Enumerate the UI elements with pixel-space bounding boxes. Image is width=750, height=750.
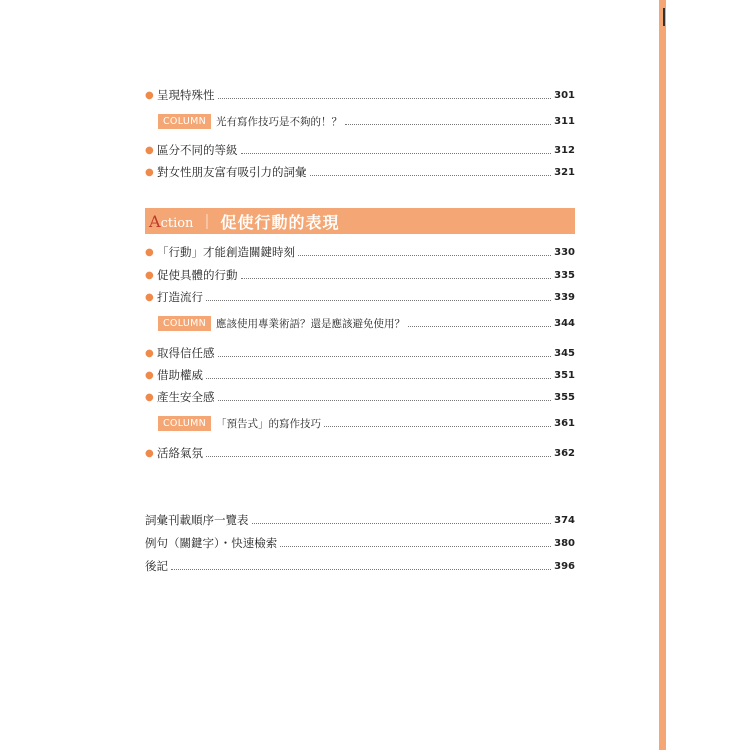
- column-badge: COLUMN: [158, 416, 211, 431]
- toc-page-number: 355: [554, 391, 575, 403]
- toc-appendix-entry: [145, 511, 575, 529]
- toc-column-entry: [158, 112, 575, 130]
- section-header: [145, 208, 575, 234]
- toc-appendix-entry: [145, 557, 575, 575]
- toc-entry: [145, 163, 575, 181]
- toc-entry: [145, 141, 575, 159]
- dot-leader: [241, 153, 552, 154]
- dot-leader: [171, 569, 551, 570]
- toc-entry-title: 對女性朋友富有吸引力的詞彙: [157, 165, 307, 179]
- dot-leader: [206, 456, 551, 457]
- toc-entry-title: 打造流行: [157, 290, 203, 304]
- toc-entry-title: 促使具體的行動: [157, 268, 238, 282]
- page-edge-mark: [663, 8, 665, 26]
- bullet-icon: ●: [145, 347, 154, 359]
- toc-entry: [145, 243, 575, 261]
- toc-page-number: 321: [554, 166, 575, 178]
- dot-leader: [324, 426, 551, 427]
- toc-entry-title: 詞彙刊載順序一覽表: [145, 513, 249, 527]
- toc-page-number: 301: [554, 89, 575, 101]
- dot-leader: [218, 98, 552, 99]
- bullet-icon: ●: [145, 369, 154, 381]
- dot-leader: [345, 124, 551, 125]
- toc-page-number: 361: [554, 417, 575, 429]
- dot-leader: [310, 175, 552, 176]
- toc-page-number: 374: [554, 514, 575, 526]
- section-initial: A: [149, 211, 161, 231]
- toc-entry-title: 產生安全感: [157, 390, 215, 404]
- toc-page-number: 311: [554, 115, 575, 127]
- toc-page-number: 396: [554, 560, 575, 572]
- column-badge: COLUMN: [158, 316, 211, 331]
- dot-leader: [241, 278, 552, 279]
- bullet-icon: ●: [145, 89, 154, 101]
- column-badge: COLUMN: [158, 114, 211, 129]
- toc-entry: [145, 388, 575, 406]
- bullet-icon: ●: [145, 447, 154, 459]
- toc-entry: [145, 266, 575, 284]
- dot-leader: [206, 378, 551, 379]
- toc-entry: [145, 444, 575, 462]
- bullet-icon: ●: [145, 166, 154, 178]
- toc-page-number: 380: [554, 537, 575, 549]
- toc-entry: [145, 344, 575, 362]
- dot-leader: [206, 300, 551, 301]
- bullet-icon: ●: [145, 391, 154, 403]
- toc-entry-title: 後記: [145, 559, 168, 573]
- toc-entry-title: 活絡氣氛: [157, 446, 203, 460]
- toc-entry-title: 呈現特殊性: [157, 88, 215, 102]
- toc-entry-title: 「預告式」的寫作技巧: [216, 417, 321, 430]
- toc-entry-title: 例句（關鍵字）・快速檢索: [145, 536, 278, 550]
- toc-entry-title: 區分不同的等級: [157, 143, 238, 157]
- toc-page-number: 344: [554, 317, 575, 329]
- toc-entry-title: 取得信任感: [157, 346, 215, 360]
- toc-entry: [145, 288, 575, 306]
- bullet-icon: ●: [145, 269, 154, 281]
- toc-page-number: 339: [554, 291, 575, 303]
- dot-leader: [218, 356, 552, 357]
- toc-page-number: 312: [554, 144, 575, 156]
- dot-leader: [280, 546, 551, 547]
- toc-page-number: 351: [554, 369, 575, 381]
- toc-entry-title: 光有寫作技巧是不夠的！？: [216, 115, 342, 128]
- dot-leader: [408, 326, 551, 327]
- toc-entry-title: 借助權威: [157, 368, 203, 382]
- dot-leader: [218, 400, 552, 401]
- toc-page-number: 335: [554, 269, 575, 281]
- toc-entry-title: 應該使用專業術語？還是應該避免使用？: [216, 317, 405, 330]
- toc-entry: [145, 86, 575, 104]
- dot-leader: [252, 523, 552, 524]
- toc-entry: [145, 366, 575, 384]
- dot-leader: [298, 255, 551, 256]
- bullet-icon: ●: [145, 291, 154, 303]
- bullet-icon: ●: [145, 246, 154, 258]
- section-separator: ｜: [199, 212, 215, 231]
- toc-page-number: 330: [554, 246, 575, 258]
- page-edge-bar: [659, 0, 666, 750]
- section-chinese-title: 促使行動的表現: [220, 212, 340, 232]
- toc-column-entry: [158, 314, 575, 332]
- section-english-title: [149, 212, 193, 231]
- bullet-icon: ●: [145, 144, 154, 156]
- toc-page-number: 362: [554, 447, 575, 459]
- toc-entry-title: 「行動」才能創造關鍵時刻: [157, 245, 295, 259]
- section-english-rest: ction: [160, 215, 194, 231]
- toc-column-entry: [158, 414, 575, 432]
- toc-appendix-entry: [145, 534, 575, 552]
- toc-page-number: 345: [554, 347, 575, 359]
